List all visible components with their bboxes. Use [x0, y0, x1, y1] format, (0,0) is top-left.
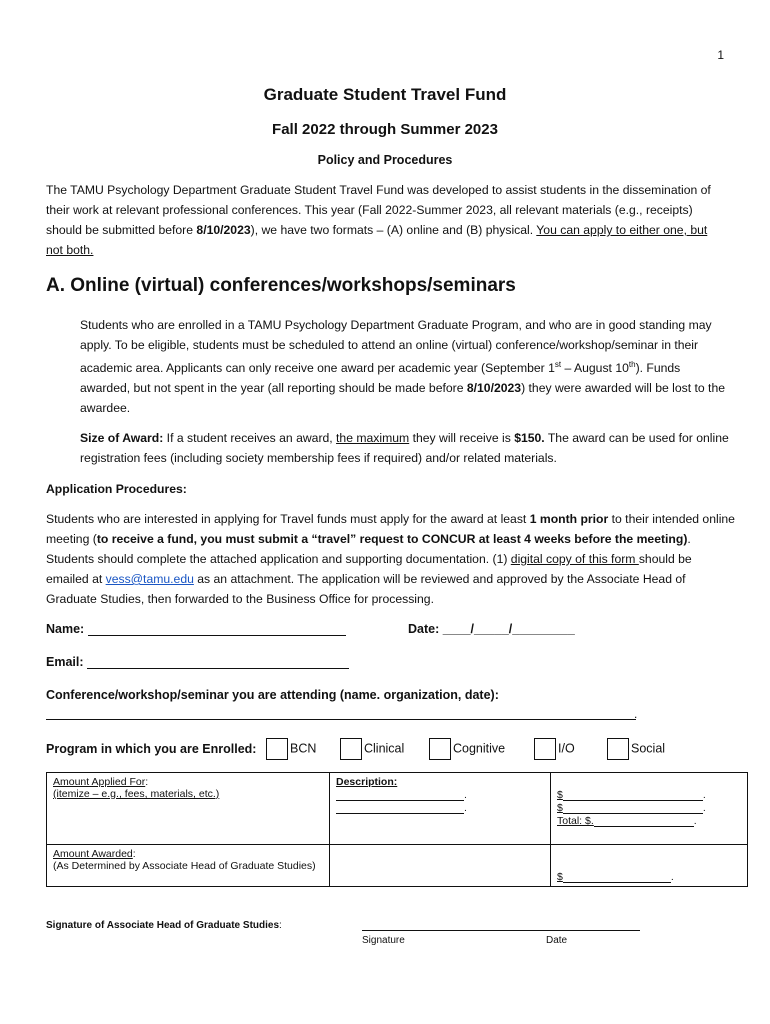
program-option-social[interactable]: Social — [607, 738, 665, 760]
description-cell[interactable]: Description: . . — [330, 773, 551, 845]
conference-end: . — [634, 707, 638, 721]
email-field: Email: — [46, 655, 349, 669]
checkbox[interactable] — [429, 738, 451, 760]
program-option-io[interactable]: I/O — [534, 738, 575, 760]
award-size-paragraph: Size of Award: If a student receives an award, the maximum they will receive is $150. The award can be used for online registration fees (including society membership fees if required) and/or related materials. — [80, 431, 729, 465]
conference-label: Conference/workshop/seminar you are attending (name. organization, date): — [46, 688, 499, 702]
program-row — [46, 738, 746, 764]
document-subtitle: Fall 2022 through Summer 2023 — [272, 121, 498, 138]
date-field[interactable]: Date: ____/_____/_________ — [408, 622, 575, 636]
signature-caption: Signature — [362, 935, 405, 946]
awarded-cell: Amount Awarded: (As Determined by Associate Head of Graduate Studies) — [47, 845, 330, 887]
section-a-heading: A. Online (virtual) conferences/workshops/seminars — [46, 275, 516, 296]
program-option-cognitive[interactable]: Cognitive — [429, 738, 505, 760]
awarded-amount-cell[interactable]: $ . — [551, 845, 748, 887]
checkbox[interactable] — [266, 738, 288, 760]
program-option-bcn[interactable]: BCN — [266, 738, 316, 760]
signature-line[interactable] — [362, 918, 640, 931]
eligibility-paragraph: Students who are enrolled in a TAMU Psychology Department Graduate Program, and who are in good standing may apply. To be eligible, students must be scheduled to attend an online (virtual) conference/workshop/seminar in their academic area. Applicants can only receive one award per academic year (September 1st – August 10th). Funds awarded, but not spent in the year (all reporting should be made before 8/10/2023) they were awarded will be lost to the awardee. — [80, 318, 725, 416]
email-input[interactable] — [87, 668, 349, 669]
conference-input[interactable] — [46, 705, 636, 720]
table-row — [47, 845, 748, 887]
page-number: 1 — [717, 48, 724, 62]
award-table — [46, 772, 748, 887]
awarded-description-cell — [330, 845, 551, 887]
signature-label: Signature of Associate Head of Graduate Studies: — [46, 920, 282, 931]
program-option-clinical[interactable]: Clinical — [340, 738, 404, 760]
intro-paragraph: The TAMU Psychology Department Graduate Student Travel Fund was developed to assist students in the dissemination of their work at relevant professional conferences. This year (Fall 2022-Summer 2023, all relevant materials (e.g., receipts) should be submitted before 8/10/2023), we have two formats – (A) online and (B) physical. You can apply to either one, but not both. — [46, 183, 711, 257]
email-link[interactable]: vess@tamu.edu — [105, 572, 194, 586]
name-field: Name: — [46, 622, 346, 636]
document-title: Graduate Student Travel Fund — [263, 85, 507, 104]
apply-note: You can apply to either one, but not both. — [46, 223, 708, 257]
date-caption: Date — [546, 935, 568, 946]
amount-cell[interactable]: $ . $ . Total: $. . — [551, 773, 748, 845]
name-input[interactable] — [88, 635, 346, 636]
checkbox[interactable] — [340, 738, 362, 760]
program-label: Program in which you are Enrolled: — [46, 742, 257, 756]
applied-cell: Amount Applied For: (itemize – e.g., fees, materials, etc.) — [47, 773, 330, 845]
application-heading: Application Procedures: — [46, 482, 187, 496]
checkbox[interactable] — [607, 738, 629, 760]
policy-heading: Policy and Procedures — [317, 153, 453, 167]
table-row — [47, 773, 748, 845]
checkbox[interactable] — [534, 738, 556, 760]
application-paragraph: Students who are interested in applying for Travel funds must apply for the award at least 1 month prior to their intended online meeting (to receive a fund, you must submit a “travel” request to CONCUR at least 4 weeks before the meeting). Students should complete the attached application and supporting documentation. (1) digital copy of this form should be emailed at vess@tamu.edu as an attachment. The application will be reviewed and approved by the Associate Head of Graduate Studies, then forwarded to the Business Office for processing. — [46, 512, 735, 606]
